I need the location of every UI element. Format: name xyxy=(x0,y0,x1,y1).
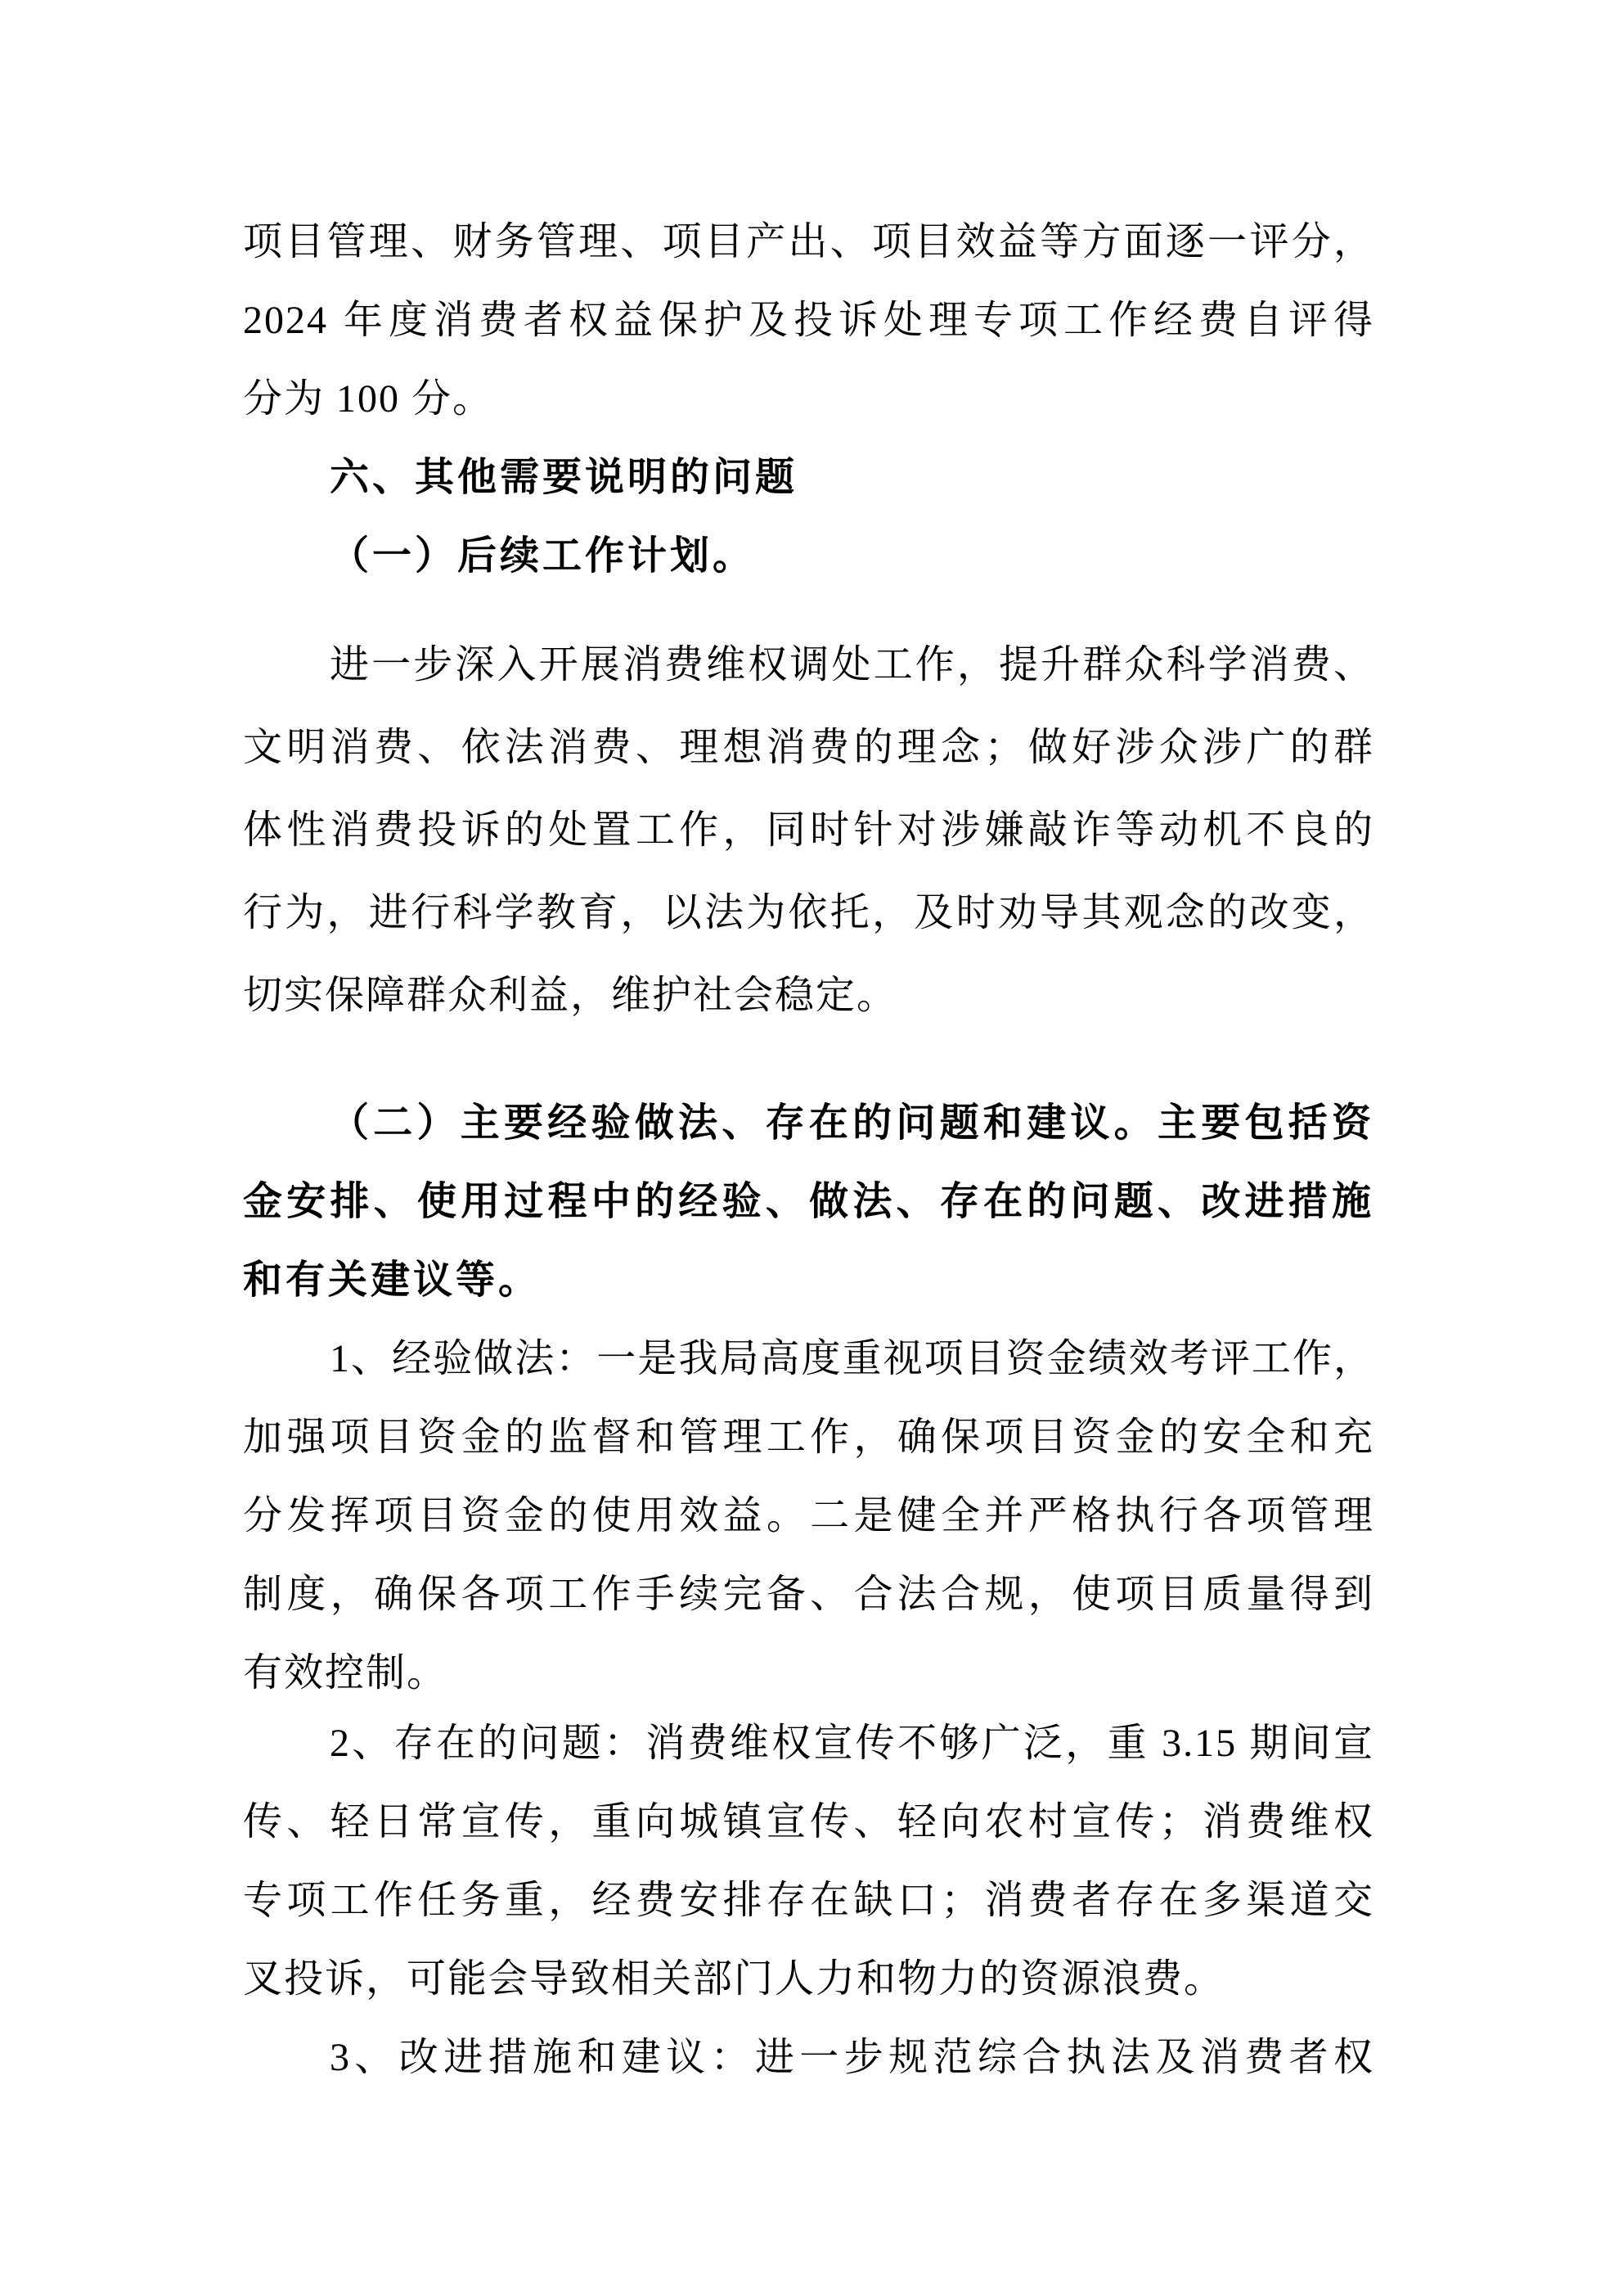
heading-sub-two xyxy=(243,1084,1374,1320)
text-line: 分发挥项目资金的使用效益。二是健全并严格执行各项管理 xyxy=(243,1494,1374,1537)
text-line: 体性消费投诉的处置工作，同时针对涉嫌敲诈等动机不良的 xyxy=(243,808,1374,852)
para-score-summary xyxy=(243,203,1374,439)
text-line: 和有关建议等。 xyxy=(243,1258,542,1302)
text-line: 制度，确保各项工作手续完备、合法合规，使项目质量得到 xyxy=(243,1573,1374,1616)
text-line: 1、经验做法：一是我局高度重视项目资金绩效考评工作， xyxy=(330,1337,1374,1380)
text-line: 专项工作任务重，经费安排存在缺口；消费者存在多渠道交 xyxy=(243,1879,1374,1922)
text-line: 加强项目资金的监督和管理工作，确保项目资金的安全和充 xyxy=(243,1416,1374,1459)
text-line: 叉投诉，可能会导致相关部门人力和物力的资源浪费。 xyxy=(243,1957,1225,2001)
heading-section-six xyxy=(243,439,1374,517)
text-line: 传、轻日常宣传，重向城镇宣传、轻向农村宣传；消费维权 xyxy=(243,1800,1374,1844)
heading-sub-one xyxy=(243,517,1374,596)
text-line: 项目管理、财务管理、项目产出、项目效益等方面逐一评分， xyxy=(243,220,1374,263)
para-improvement xyxy=(243,2019,1374,2097)
text-line: 文明消费、依法消费、理想消费的理念；做好涉众涉广的群 xyxy=(243,726,1374,769)
text-line: 金安排、使用过程中的经验、做法、存在的问题、改进措施 xyxy=(243,1180,1374,1223)
text-line: （一）后续工作计划。 xyxy=(330,534,756,578)
text-line: 切实保障群众利益，维护社会稳定。 xyxy=(243,974,898,1017)
para-problems xyxy=(243,1704,1374,2019)
text-line: 行为，进行科学教育，以法为依托，及时劝导其观念的改变， xyxy=(243,891,1374,934)
text-line: 六、其他需要说明的问题 xyxy=(330,456,798,499)
text-line: 进一步深入开展消费维权调处工作，提升群众科学消费、 xyxy=(330,643,1374,687)
text-line: （二）主要经验做法、存在的问题和建议。主要包括资 xyxy=(330,1101,1374,1145)
text-line: 2024 年度消费者权益保护及投诉处理专项工作经费自评得 xyxy=(243,299,1374,342)
text-line: 有效控制。 xyxy=(243,1651,448,1695)
text-line: 分为 100 分。 xyxy=(243,377,494,421)
para-followup-plan xyxy=(243,624,1374,1037)
document-body xyxy=(243,203,1374,2097)
text-line: 3、改进措施和建议：进一步规范综合执法及消费者权 xyxy=(330,2036,1374,2079)
text-line: 2、存在的问题：消费维权宣传不够广泛，重 3.15 期间宣 xyxy=(330,1722,1374,1765)
para-experience xyxy=(243,1320,1374,1713)
